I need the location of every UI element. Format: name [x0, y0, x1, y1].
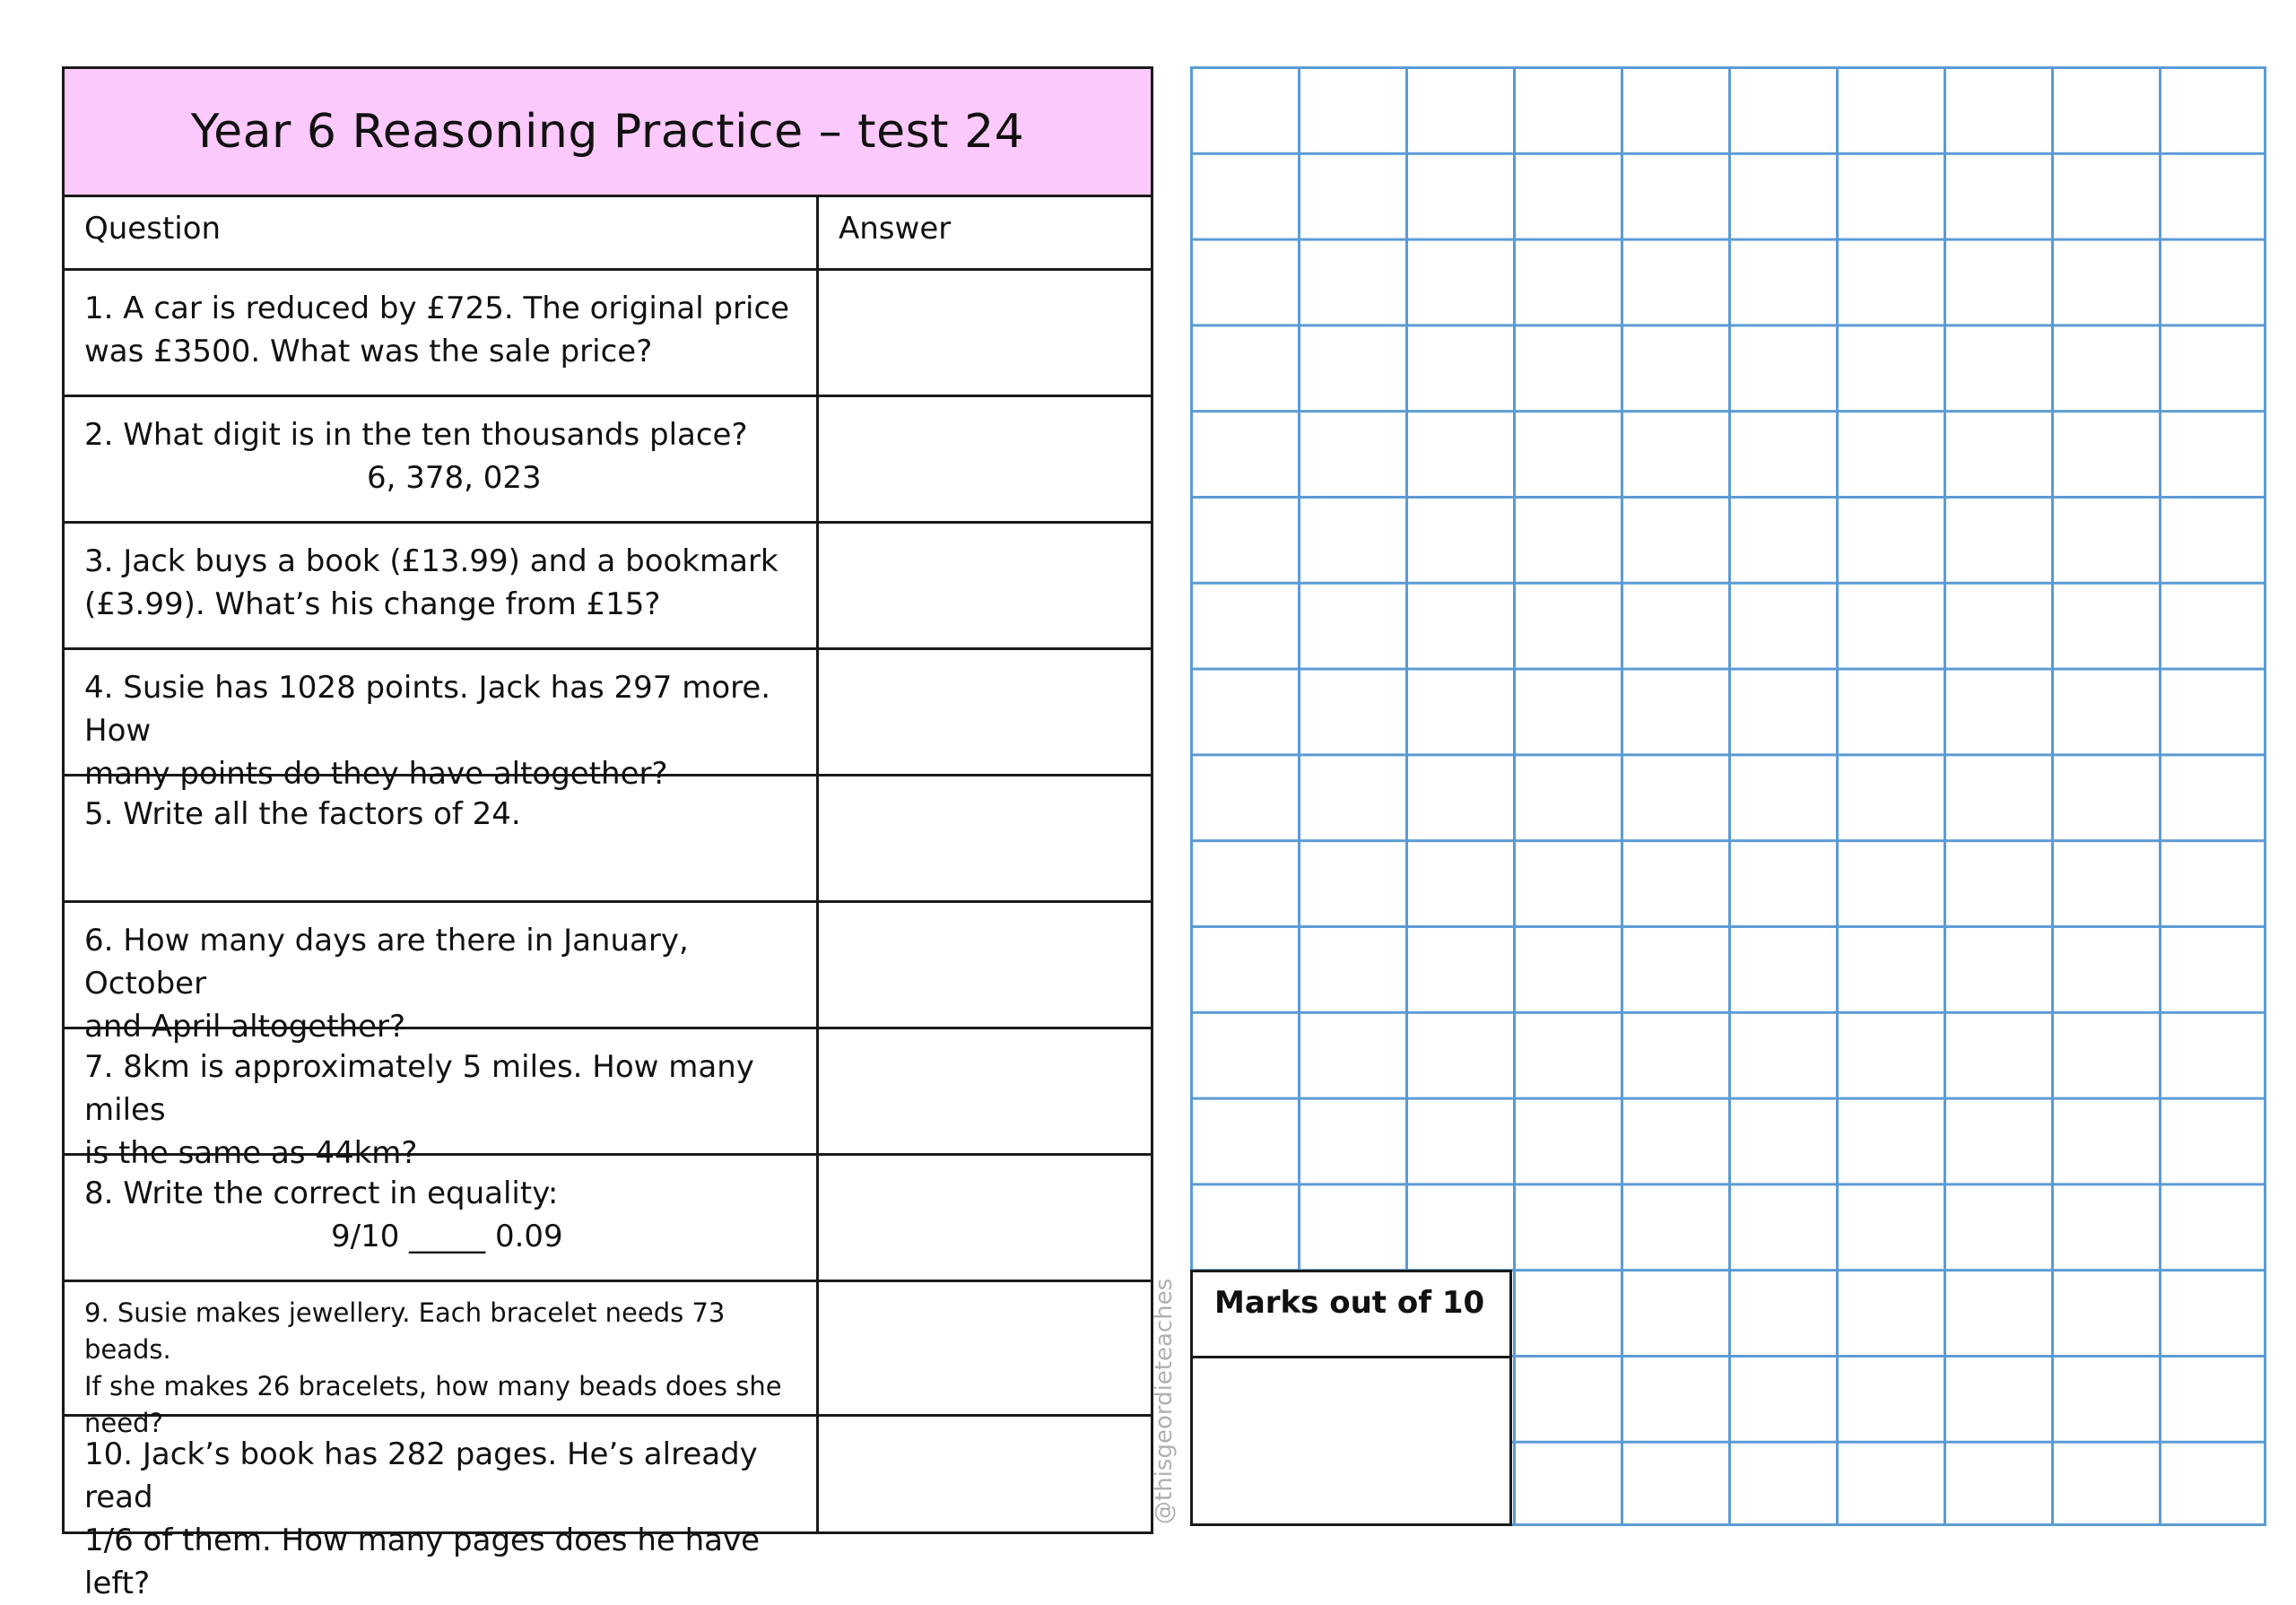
question-text: [65, 1282, 819, 1438]
question-row-5: [65, 776, 1151, 903]
question-text: [65, 1417, 819, 1601]
question-line: 4. Susie has 1028 points. Jack has 297 more. How: [84, 670, 771, 749]
table-header-row: [65, 195, 1151, 271]
marks-box: [1190, 1270, 1512, 1526]
question-text: [65, 271, 819, 395]
question-line: 1/6 of them. How many pages does he have left?: [84, 1523, 761, 1601]
worksheet-title: Year 6 Reasoning Practice – test 24: [65, 69, 1151, 197]
question-text: [65, 524, 819, 647]
question-line: 8. Write the correct in equality:: [84, 1176, 559, 1211]
answer-box[interactable]: [819, 1029, 1151, 1153]
answer-box[interactable]: [819, 776, 1151, 900]
question-line: 1. A car is reduced by £725. The original price: [84, 291, 790, 326]
question-text: [65, 776, 819, 900]
question-line: 3. Jack buys a book (£13.99) and a bookmark: [84, 543, 778, 579]
question-row-8: [65, 1156, 1151, 1282]
question-text: [65, 1156, 819, 1280]
question-row-4: [65, 650, 1151, 792]
question-line: 5. Write all the factors of 24.: [84, 796, 521, 832]
question-number-line: 6, 378, 023: [367, 460, 542, 496]
question-row-3: [65, 524, 1151, 650]
question-line: 9. Susie makes jewellery. Each bracelet needs 73 beads.: [84, 1297, 726, 1365]
answer-box[interactable]: [819, 1417, 1151, 1531]
inequality-line: 9/10 _____ 0.09: [331, 1219, 563, 1254]
question-text: [65, 1029, 819, 1171]
question-row-10: [65, 1417, 1151, 1601]
question-row-1: [65, 271, 1151, 397]
question-column-header: Question: [65, 195, 819, 268]
answer-column-header: Answer: [839, 211, 952, 247]
question-line: 2. What digit is in the ten thousands place?: [84, 417, 748, 453]
answer-box[interactable]: [819, 903, 1151, 1027]
question-line: 6. How many days are there in January, October: [84, 923, 689, 1002]
question-line: 10. Jack’s book has 282 pages. He’s already read: [84, 1436, 758, 1515]
question-row-7: [65, 1029, 1151, 1171]
answer-box[interactable]: [819, 1282, 1151, 1414]
question-text: [65, 397, 819, 521]
question-line: is the same as 44km?: [84, 1135, 418, 1171]
question-line: many points do they have altogether?: [84, 756, 668, 792]
question-line: was £3500. What was the sale price?: [84, 334, 653, 369]
question-row-9: [65, 1282, 1151, 1438]
marks-label: Marks out of 10: [1193, 1272, 1509, 1358]
question-line: If she makes 26 bracelets, how many beads does she: [84, 1371, 782, 1401]
question-line: and April altogether?: [84, 1009, 406, 1045]
marks-entry-area[interactable]: [1193, 1358, 1509, 1523]
answer-box[interactable]: [819, 1156, 1151, 1280]
question-text: [65, 903, 819, 1045]
worksheet-table: [62, 66, 1153, 1601]
question-text: [65, 650, 819, 792]
question-row-6: [65, 903, 1151, 1045]
answer-box[interactable]: [819, 271, 1151, 395]
question-row-2: [65, 397, 1151, 524]
question-line: need?: [84, 1408, 163, 1438]
answer-box[interactable]: [819, 397, 1151, 521]
author-watermark: @thisgeordieteaches: [1151, 1278, 1178, 1524]
question-line: (£3.99). What’s his change from £15?: [84, 586, 661, 622]
question-line: 7. 8km is approximately 5 miles. How many miles: [84, 1049, 754, 1128]
answer-box[interactable]: [819, 650, 1151, 774]
answer-box[interactable]: [819, 524, 1151, 647]
